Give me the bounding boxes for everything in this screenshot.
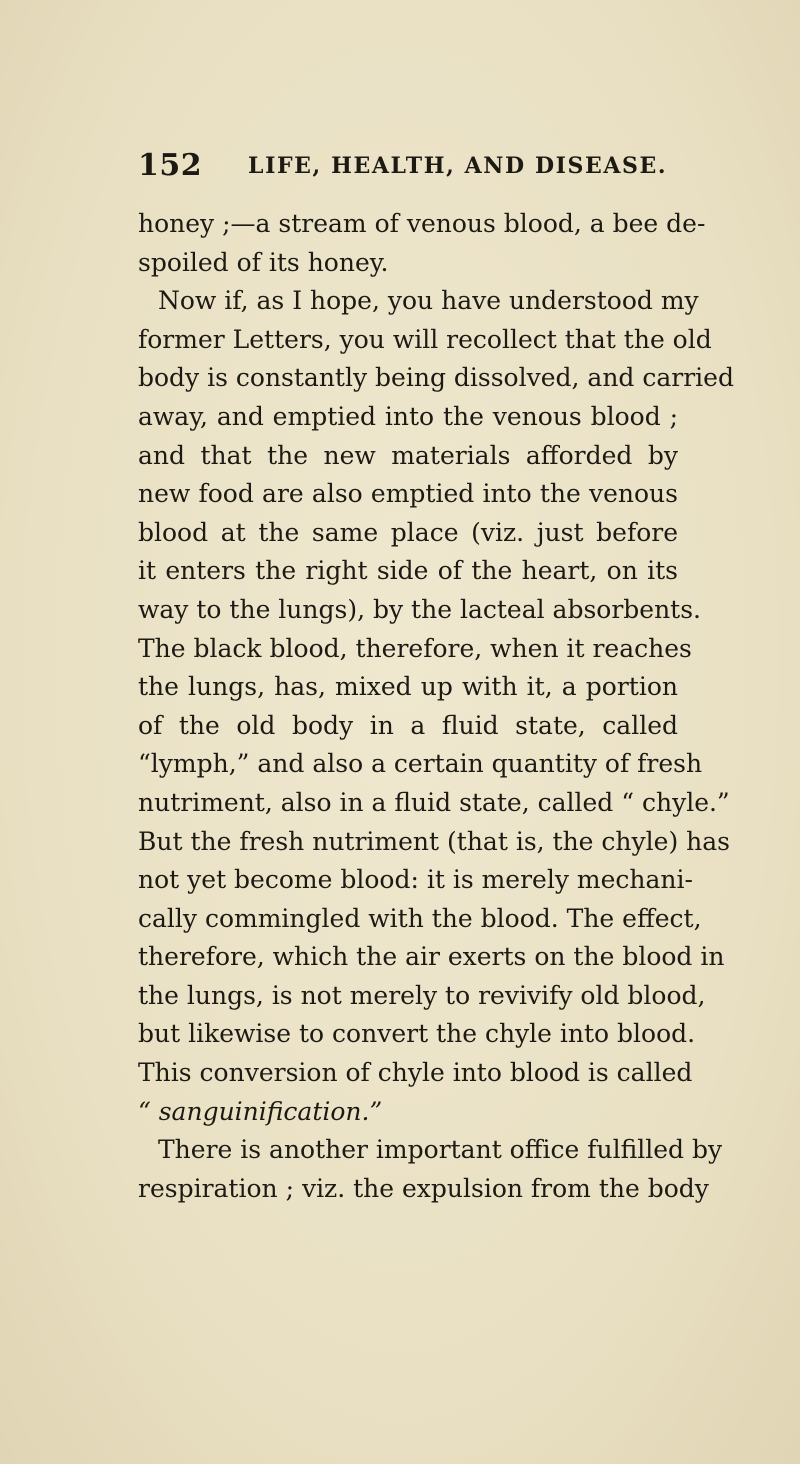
text-line: it enters the right side of the heart, on its — [138, 556, 678, 586]
text-line: “ sanguinification.” — [138, 1096, 383, 1126]
text-line: not yet become blood: it is merely mechani- — [138, 865, 693, 895]
page-number: 152 — [138, 148, 203, 183]
text-line: away, and emptied into the venous blood ; — [138, 401, 678, 431]
text-line: honey ;—a stream of venous blood, a bee de- — [138, 209, 706, 238]
text-line: the lungs, has, mixed up with it, a portion — [138, 672, 678, 702]
text-line: This conversion of chyle into blood is called — [138, 1058, 693, 1088]
text-line: the lungs, is not merely to revivify old blood, — [138, 980, 706, 1010]
text-line: body is constantly being dissolved, and carried — [138, 363, 734, 393]
text-line: new food are also emptied into the venous — [138, 479, 678, 509]
text-line: former Letters, you will recollect that the old — [138, 324, 712, 354]
body-text — [138, 205, 734, 1208]
text-line: of the old body in a fluid state, called — [138, 710, 678, 740]
text-line: nutriment, also in a fluid state, called “ chyle.” — [138, 787, 730, 817]
text-line: respiration ; viz. the expulsion from the body — [138, 1173, 709, 1203]
text-line: way to the lungs), by the lacteal absorbents. — [138, 594, 702, 624]
text-line: Now if, as I hope, you have understood my — [158, 286, 699, 316]
running-title: LIFE, HEALTH, AND DISEASE. — [248, 153, 668, 179]
text-line: There is another important office fulfilled by — [158, 1135, 723, 1165]
text-line: The black blood, therefore, when it reaches — [138, 633, 692, 663]
text-line: therefore, which the air exerts on the blood in — [138, 942, 725, 972]
text-line: “lymph,” and also a certain quantity of fresh — [138, 749, 703, 779]
text-line: But the fresh nutriment (that is, the chyle) has — [138, 826, 730, 856]
text-line: cally commingled with the blood. The effect, — [138, 903, 702, 933]
text-line: spoiled of its honey. — [138, 247, 389, 277]
running-head — [138, 148, 668, 188]
text-line: but likewise to convert the chyle into blood. — [138, 1019, 696, 1049]
text-line: and that the new materials afforded by — [138, 440, 678, 470]
text-line: blood at the same place (viz. just before — [138, 517, 678, 547]
